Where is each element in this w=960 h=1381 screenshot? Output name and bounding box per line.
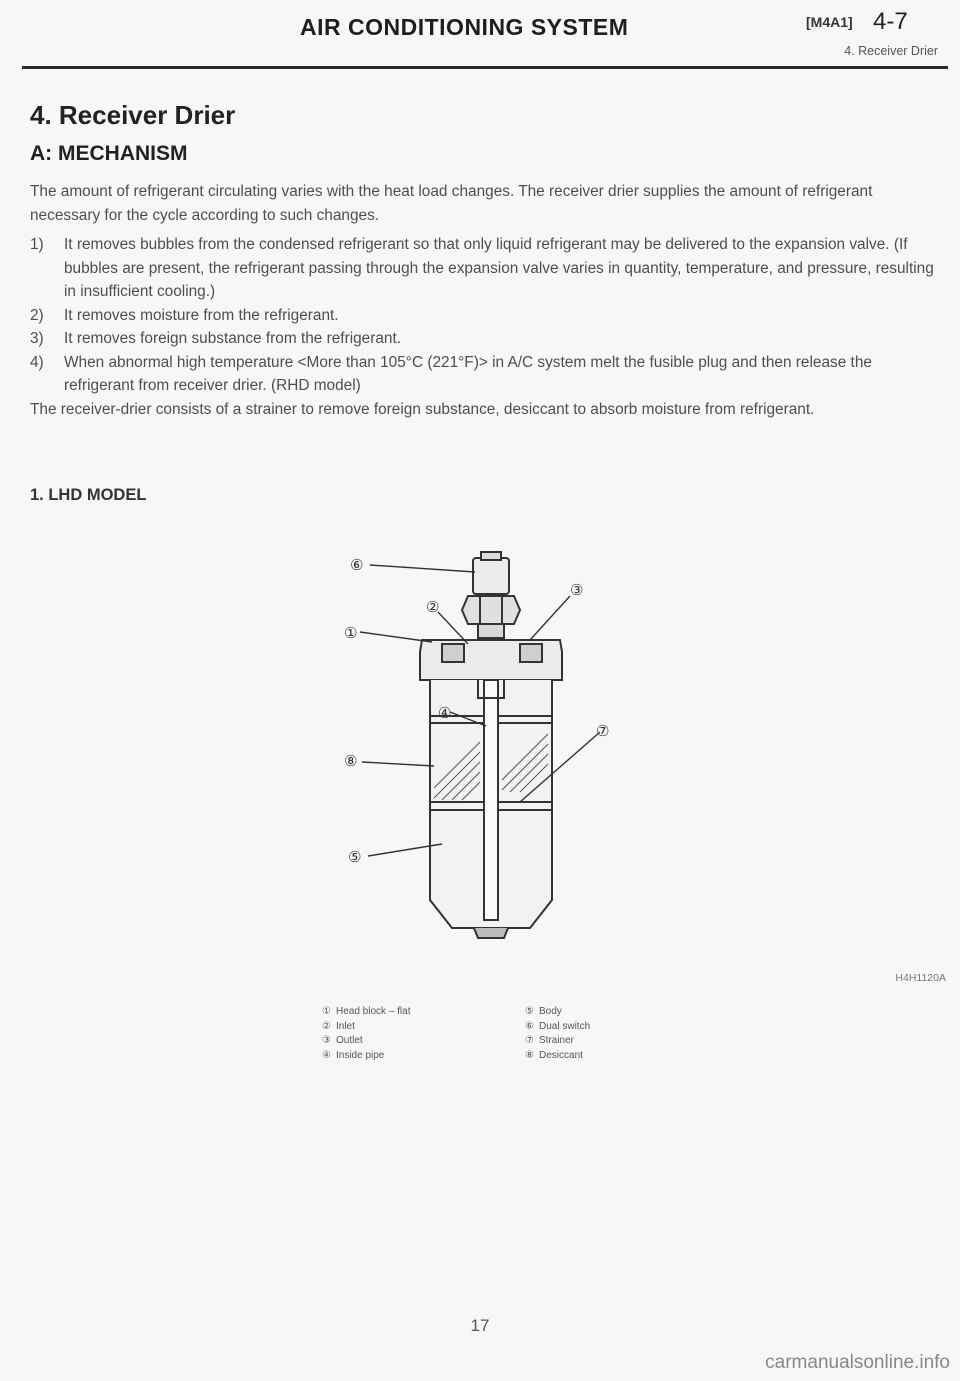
legend-label: Inside pipe	[336, 1049, 385, 1061]
dual-switch-cap	[481, 552, 501, 560]
item-text: It removes foreign substance from the refrigerant.	[64, 330, 402, 347]
legend-column-2	[525, 1005, 590, 1063]
hex-nut	[462, 596, 520, 624]
legend-item	[525, 1049, 590, 1064]
list-item	[30, 233, 942, 304]
figure-code: H4H1120A	[895, 972, 946, 984]
legend-item	[322, 1020, 411, 1035]
legend-item	[322, 1034, 411, 1049]
watermark: carmanualsonline.info	[765, 1352, 950, 1373]
item-text: When abnormal high temperature <More than 105°C (221°F)> in A/C system melt the fusible plug and then release the refrigerant from receiver drier. (RHD model)	[64, 353, 872, 394]
header-page-number: 4-7	[873, 8, 908, 35]
section-title: 4. Receiver Drier	[30, 100, 236, 130]
header-subtitle: 4. Receiver Drier	[844, 44, 938, 58]
item-text: It removes moisture from the refrigerant.	[64, 306, 339, 324]
dual-switch-body	[473, 558, 509, 594]
legend-label: Dual switch	[539, 1020, 591, 1032]
legend-column-1	[322, 1005, 411, 1063]
legend-item	[525, 1034, 590, 1049]
legend-number: ①	[322, 1006, 331, 1017]
legend-label: Head block – flat	[336, 1006, 411, 1017]
bottom-cap	[474, 928, 508, 938]
legend-number: ⑧	[525, 1049, 534, 1061]
receiver-drier-diagram	[330, 540, 650, 960]
legend-label: Inlet	[336, 1020, 355, 1032]
body-text	[30, 180, 942, 427]
callout-1: ①	[344, 624, 358, 642]
inside-pipe	[484, 680, 498, 920]
list-item	[30, 351, 942, 398]
legend-item	[525, 1020, 590, 1035]
model-title: 1. LHD MODEL	[30, 486, 147, 504]
callout-4: ④	[438, 704, 452, 722]
list-item	[30, 304, 942, 328]
legend-number: ④	[322, 1049, 331, 1061]
callout-2: ②	[426, 598, 440, 616]
legend-number: ⑦	[525, 1035, 534, 1046]
outro-paragraph: The receiver-drier consists of a strainer to remove foreign substance, desiccant to absorb moisture from refrigerant.	[30, 400, 815, 418]
intro-paragraph: The amount of refrigerant circulating varies with the heat load changes. The receiver drier supplies the amount of refrigerant necessary for the cycle according to such changes.	[30, 183, 873, 224]
legend-label: Desiccant	[539, 1049, 583, 1061]
item-number: 4)	[30, 353, 44, 371]
callout-5: ⑤	[348, 848, 362, 866]
item-number: 1)	[30, 236, 44, 253]
page-number: 17	[470, 1316, 490, 1335]
legend-label: Outlet	[336, 1035, 363, 1046]
header-code: [M4A1]	[806, 14, 853, 30]
item-number: 2)	[30, 306, 44, 324]
legend-label: Strainer	[539, 1035, 575, 1046]
callout-3: ③	[570, 581, 584, 599]
legend-number: ③	[322, 1035, 331, 1046]
header-title: AIR CONDITIONING SYSTEM	[300, 14, 629, 40]
legend-item	[322, 1049, 411, 1064]
item-number: 3)	[30, 330, 44, 347]
callout-8: ⑧	[344, 752, 358, 770]
item-text: It removes bubbles from the condensed refrigerant so that only liquid refrigerant may be delivered to the expansion valve. (If bubbles are present, the refrigerant passing through the expansion valve varies in quantity, temperature, and pressure, resulting in insufficient cooling.)	[64, 236, 934, 300]
legend-item	[525, 1005, 590, 1020]
list-item	[30, 327, 942, 351]
callout-7: ⑦	[596, 722, 610, 740]
legend-label: Body	[539, 1006, 562, 1017]
callout-6: ⑥	[350, 556, 364, 574]
legend-number: ⑤	[525, 1006, 534, 1017]
threaded-stem	[478, 624, 504, 638]
legend-number: ②	[322, 1020, 331, 1032]
legend-item	[322, 1005, 411, 1020]
legend-number: ⑥	[525, 1020, 534, 1032]
subsection-title: A: MECHANISM	[30, 142, 188, 165]
header-rule	[22, 66, 948, 69]
